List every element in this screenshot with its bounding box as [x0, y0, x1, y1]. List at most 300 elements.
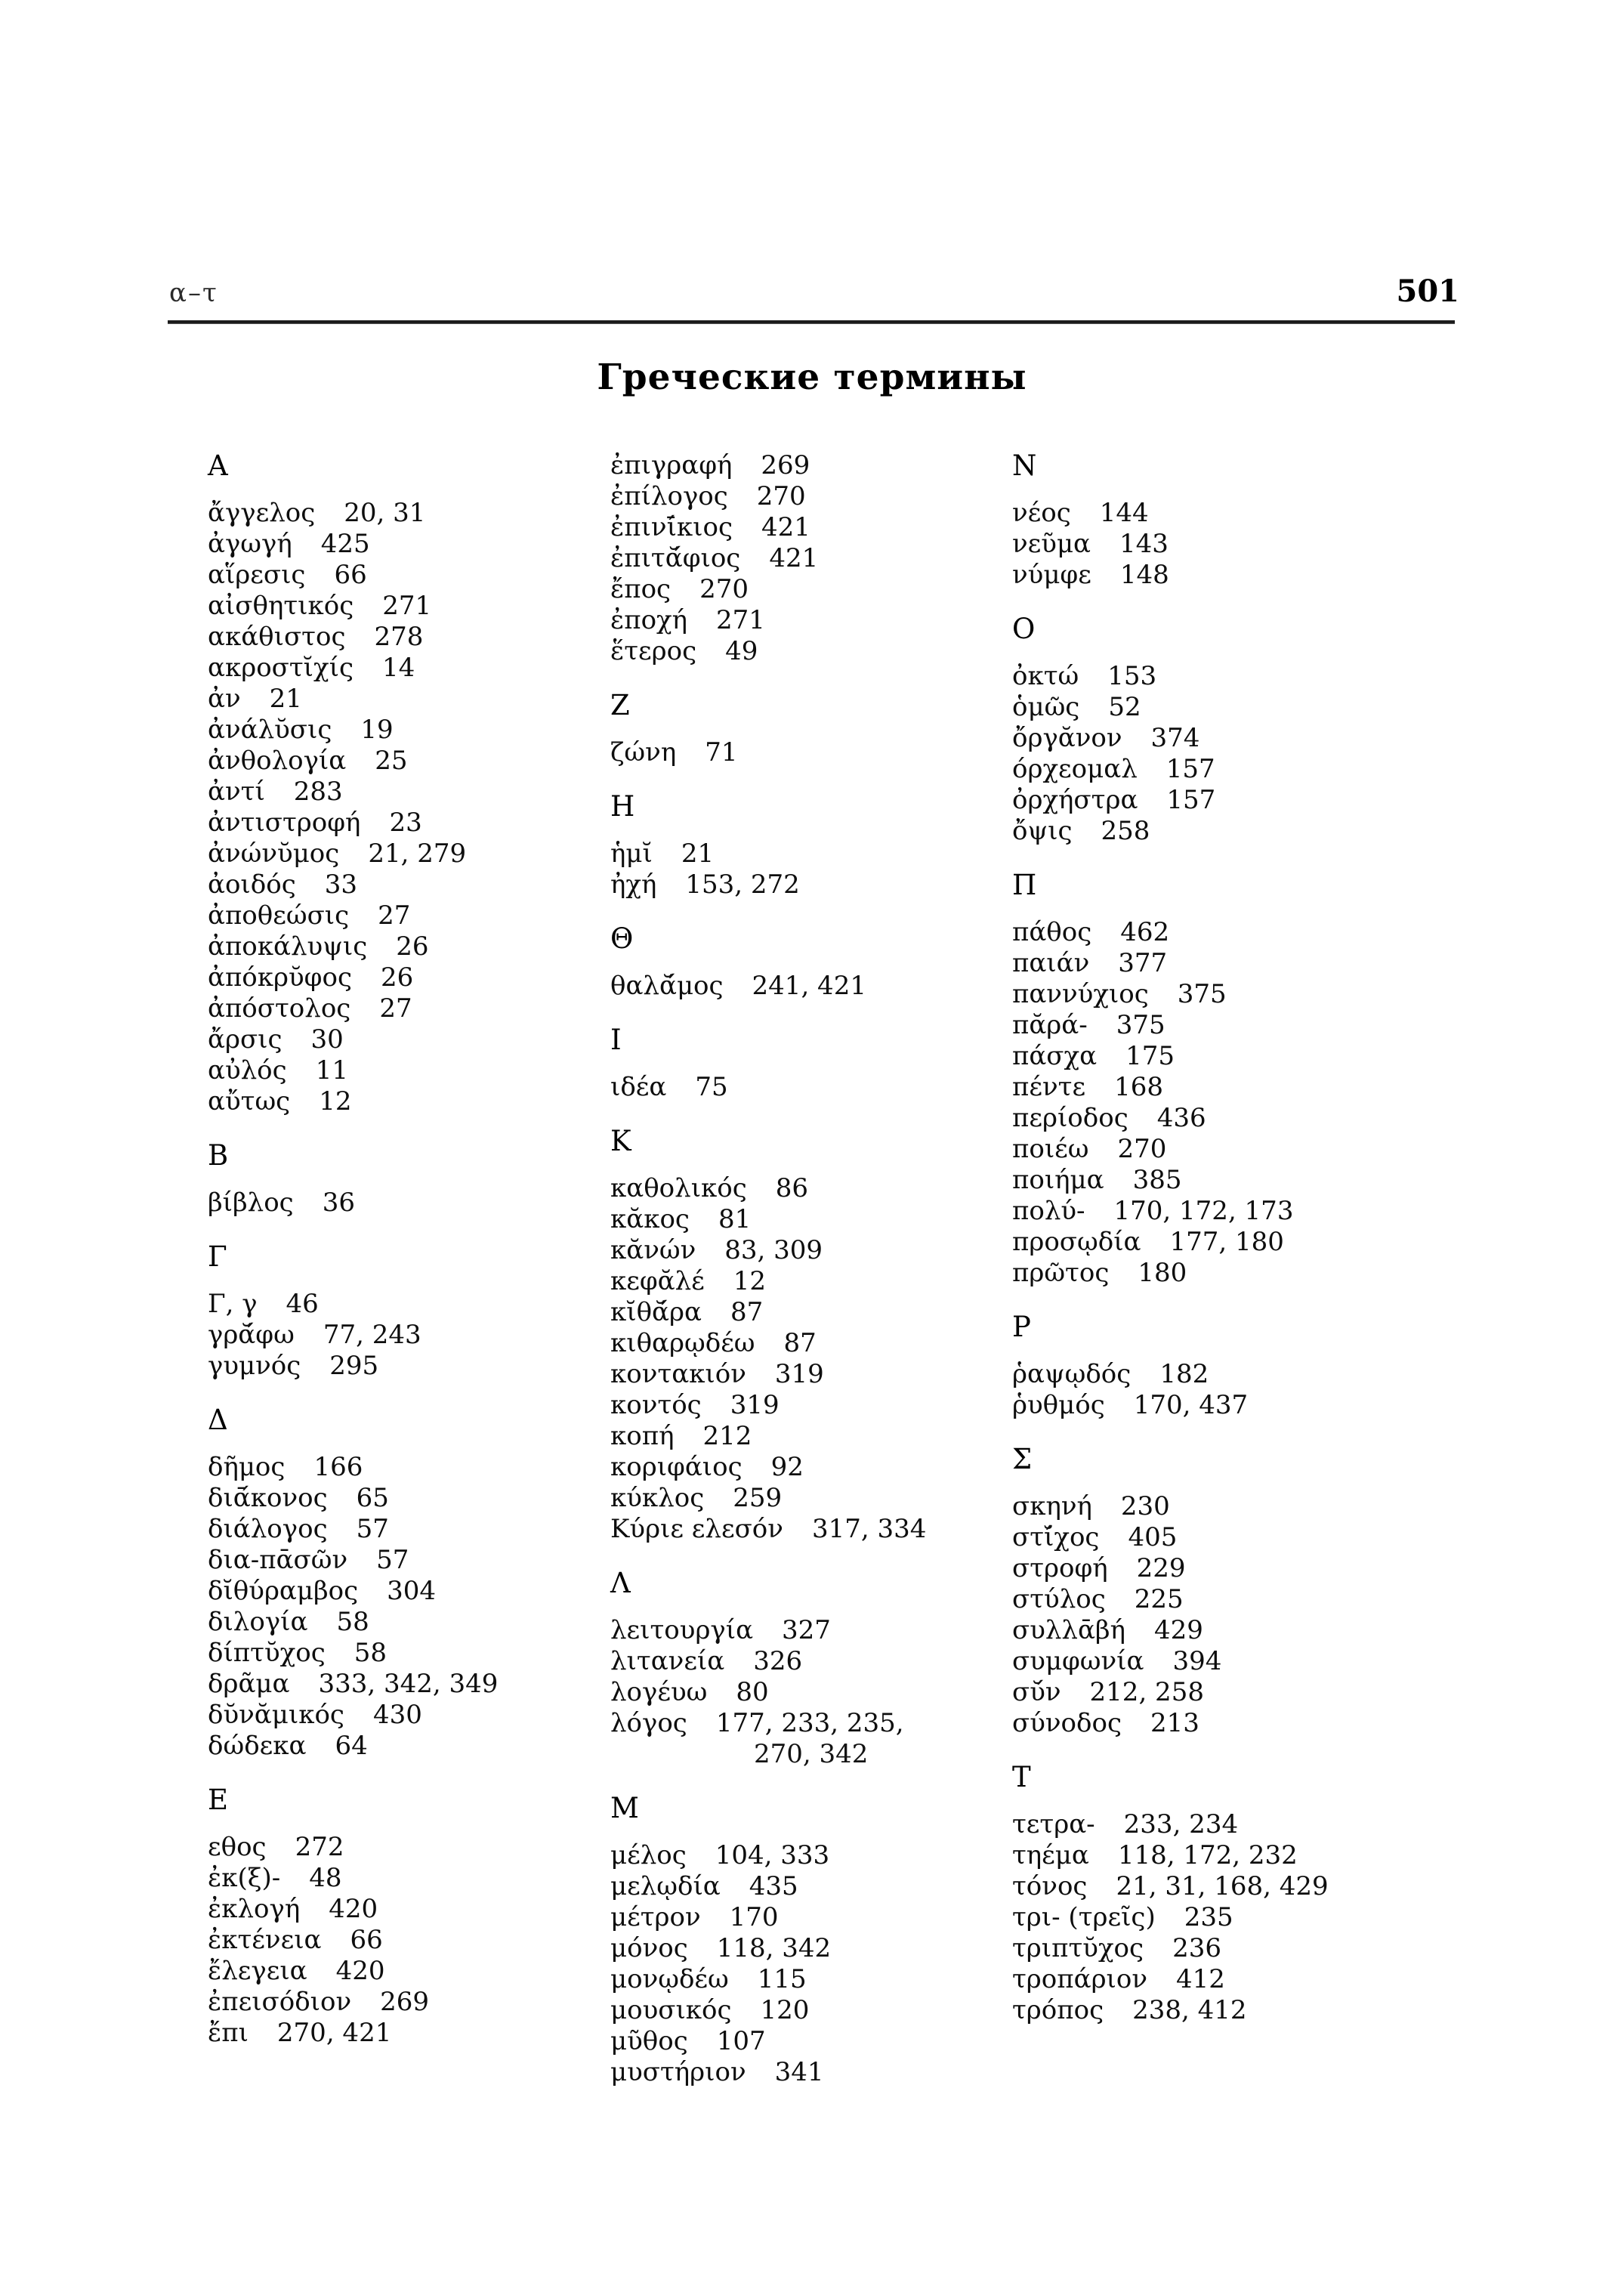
index-entry [208, 1638, 601, 1669]
index-entry [1012, 1995, 1496, 2026]
entry-pages: 375 [1177, 979, 1227, 1009]
index-entry [1012, 1258, 1496, 1289]
index-entry [208, 1483, 601, 1514]
entry-pages: 80 [736, 1677, 769, 1707]
entry-term: ἕτερος [610, 636, 697, 666]
entry-pages: 175 [1125, 1041, 1175, 1071]
index-entry [1012, 1072, 1496, 1103]
index-entry [208, 1055, 601, 1086]
entry-pages: 21, 31, 168, 429 [1116, 1871, 1329, 1901]
entry-term: διάλογος [208, 1514, 328, 1544]
entry-pages: 168 [1114, 1072, 1163, 1102]
entry-pages: 241, 421 [752, 971, 866, 1001]
index-entry [208, 1700, 601, 1731]
index-entry [610, 839, 1003, 870]
index-entry [610, 1840, 1003, 1871]
entry-pages: 269 [761, 450, 810, 480]
entry-term: ἀπόστολος [208, 993, 351, 1024]
entry-term: τριπτῠχος [1012, 1933, 1144, 1963]
entry-term: ἄγγελος [208, 498, 316, 528]
entry-pages: 283 [293, 777, 343, 807]
entry-term: ποιήμα [1012, 1165, 1104, 1195]
entry-term: ἀν [208, 684, 241, 714]
entry-term: γυμνός [208, 1351, 301, 1381]
entry-term: κεφᾰλέ [610, 1266, 705, 1296]
entry-pages: 25 [375, 746, 408, 776]
entry-pages: 278 [374, 622, 424, 652]
entry-pages: 258 [1101, 816, 1150, 846]
index-entry [1012, 754, 1496, 785]
entry-term: εθος [208, 1832, 267, 1862]
entry-pages: 153 [1107, 661, 1157, 691]
entry-term: δια-πᾱσῶν [208, 1545, 348, 1575]
section-heading-Δ: Δ [208, 1404, 228, 1436]
entry-term: πᾰρά- [1012, 1010, 1088, 1040]
entry-pages: 157 [1166, 754, 1215, 784]
section-heading-K: K [610, 1125, 631, 1157]
entry-pages: 180 [1138, 1258, 1187, 1288]
index-entry [610, 481, 1003, 512]
entry-pages: 27 [379, 993, 412, 1024]
index-entry [208, 1576, 601, 1607]
entry-pages: 120 [760, 1995, 810, 2025]
index-entry [208, 777, 601, 808]
index-entry [208, 962, 601, 993]
index-entry [610, 1677, 1003, 1708]
index-entry [610, 1204, 1003, 1235]
index-entry [208, 1925, 601, 1956]
entry-pages: 26 [396, 931, 429, 962]
entry-pages: 118, 342 [716, 1933, 832, 1963]
entry-pages: 213 [1150, 1708, 1199, 1738]
index-entry [208, 839, 601, 870]
index-entry [1012, 1933, 1496, 1964]
entry-pages: 49 [725, 636, 758, 666]
index-entry [610, 1072, 1003, 1103]
entry-term: ἀνθολογία [208, 746, 347, 776]
entry-pages: 212 [702, 1421, 752, 1451]
section-heading-Σ: Σ [1012, 1443, 1033, 1475]
section-heading-Π: Π [1012, 869, 1037, 901]
entry-pages: 420 [335, 1956, 385, 1986]
entry-pages: 230 [1120, 1491, 1170, 1521]
entry-pages: 19 [360, 715, 394, 745]
entry-term: περίοδος [1012, 1103, 1128, 1133]
entry-term: τόνος [1012, 1871, 1088, 1901]
index-entry [610, 971, 1003, 1002]
entry-pages: 436 [1156, 1103, 1206, 1133]
entry-term: ῥυθμός [1012, 1390, 1105, 1420]
entry-term: κοριφάιος [610, 1452, 743, 1482]
index-entry [610, 636, 1003, 667]
index-entry [1012, 1010, 1496, 1041]
entry-pages: 52 [1108, 692, 1141, 722]
index-entry [1012, 1134, 1496, 1165]
entry-term: ἀνάλῠσις [208, 715, 332, 745]
index-entry [610, 450, 1003, 481]
entry-term: κῐθᾰ́ρα [610, 1297, 702, 1327]
entry-term: μέτρον [610, 1902, 701, 1932]
entry-pages: 148 [1119, 560, 1169, 590]
index-entry [1012, 1491, 1496, 1522]
entry-term: ἐκλογή [208, 1894, 301, 1924]
entry-pages: 270 [756, 481, 806, 511]
entry-pages: 75 [695, 1072, 728, 1102]
section-heading-N: N [1012, 449, 1037, 482]
index-entry [610, 1359, 1003, 1390]
entry-pages: 271 [382, 591, 432, 621]
entry-pages: 269 [380, 1987, 430, 2017]
entry-pages: 170 [729, 1902, 779, 1932]
entry-term: τετρα- [1012, 1809, 1095, 1839]
entry-term: ἀποθεώσις [208, 900, 350, 931]
entry-term: αὔτως [208, 1086, 291, 1117]
entry-term: ἀντιστροφή [208, 808, 361, 838]
entry-pages: 295 [329, 1351, 379, 1381]
entry-term: ἐπιτᾰ́φιος [610, 543, 741, 573]
index-entry [208, 1024, 601, 1055]
entry-pages: 115 [757, 1964, 807, 1994]
section-heading-A: A [208, 449, 228, 482]
entry-pages: 66 [334, 560, 367, 590]
section-heading-Λ: Λ [610, 1567, 631, 1599]
entry-pages: 26 [381, 962, 414, 993]
entry-pages-continuation: 270, 342 [754, 1739, 869, 1769]
entry-term: μέλος [610, 1840, 687, 1870]
entry-pages: 36 [322, 1188, 355, 1218]
index-entry [610, 605, 1003, 636]
index-entry [610, 2026, 1003, 2057]
entry-term: συλλᾱβή [1012, 1615, 1125, 1645]
entry-term: σύνοδος [1012, 1708, 1122, 1738]
entry-pages: 83, 309 [724, 1235, 823, 1265]
entry-term: νέος [1012, 498, 1071, 528]
index-entry [208, 653, 601, 684]
index-entry [1012, 785, 1496, 816]
entry-pages: 21 [681, 839, 715, 869]
index-entry [1012, 1964, 1496, 1995]
entry-term: ἀποκάλυψις [208, 931, 368, 962]
entry-term: μελῳδία [610, 1871, 721, 1901]
entry-pages: 225 [1134, 1584, 1184, 1614]
index-entry [610, 1708, 1003, 1739]
entry-term: προσῳδία [1012, 1227, 1141, 1257]
entry-term: κοντός [610, 1390, 702, 1420]
page-title: Греческие термины [597, 357, 1027, 398]
entry-term: κοντακιόν [610, 1359, 746, 1389]
index-entry [208, 591, 601, 622]
entry-term: λογέυω [610, 1677, 708, 1707]
entry-term: πρῶτος [1012, 1258, 1110, 1288]
index-entry [208, 900, 601, 931]
entry-pages: 30 [310, 1024, 344, 1055]
entry-term: παιάν [1012, 948, 1090, 978]
entry-term: δίπτῠχος [208, 1638, 326, 1668]
index-entry [208, 1956, 601, 1987]
index-entry [208, 684, 601, 715]
index-entry [208, 746, 601, 777]
entry-term: δῆμος [208, 1452, 286, 1482]
entry-term: τροπάριον [1012, 1964, 1148, 1994]
entry-pages: 425 [320, 529, 370, 559]
entry-term: παννύχιος [1012, 979, 1149, 1009]
index-entry [1012, 1708, 1496, 1739]
entry-term: ἀπόκρῠφος [208, 962, 353, 993]
index-entry [1012, 661, 1496, 692]
entry-term: σῠ́ν [1012, 1677, 1061, 1707]
index-entry [208, 560, 601, 591]
entry-pages: 421 [761, 512, 810, 542]
entry-pages: 375 [1116, 1010, 1166, 1040]
entry-pages: 462 [1120, 917, 1170, 947]
entry-term: ἔπος [610, 574, 672, 604]
entry-pages: 333, 342, 349 [318, 1669, 499, 1699]
entry-term: ἀγωγή [208, 529, 292, 559]
index-entry [610, 1514, 1003, 1545]
entry-term: ακροστῐχίς [208, 653, 354, 683]
section-heading-Γ: Γ [208, 1240, 227, 1273]
entry-pages: 87 [783, 1328, 817, 1358]
entry-pages: 212, 258 [1089, 1677, 1204, 1707]
entry-pages: 71 [705, 737, 738, 768]
entry-pages: 304 [387, 1576, 437, 1606]
entry-term: ἐπεισόδιον [208, 1987, 352, 2017]
index-entry [610, 737, 1003, 768]
index-column-1 [208, 450, 601, 2049]
index-entry [1012, 1677, 1496, 1708]
index-entry [208, 808, 601, 839]
entry-term: ἐπινῑ́κιος [610, 512, 733, 542]
entry-pages: 177, 180 [1169, 1227, 1284, 1257]
entry-term: λειτουργία [610, 1615, 754, 1645]
entry-pages: 229 [1136, 1553, 1186, 1583]
index-entry [1012, 723, 1496, 754]
entry-term: ακάθιστος [208, 622, 346, 652]
entry-pages: 46 [286, 1289, 319, 1319]
index-entry [208, 931, 601, 962]
index-column-3 [1012, 450, 1496, 2026]
index-entry [610, 1173, 1003, 1204]
entry-pages: 341 [774, 2057, 824, 2087]
index-entry [208, 1863, 601, 1894]
entry-term: όρχεομαλ [1012, 754, 1138, 784]
index-entry [208, 1894, 601, 1925]
entry-pages: 81 [718, 1204, 752, 1234]
entry-term: ὄργᾰνον [1012, 723, 1122, 753]
entry-term: δώδεκα [208, 1731, 307, 1761]
index-entry [208, 622, 601, 653]
section-heading-O: O [1012, 613, 1036, 645]
index-entry [610, 1933, 1003, 1964]
entry-pages: 235 [1184, 1902, 1233, 1932]
entry-term: στροφή [1012, 1553, 1108, 1583]
index-entry [208, 1452, 601, 1483]
index-column-2 [610, 450, 1003, 2088]
index-entry [610, 1995, 1003, 2026]
entry-pages: 430 [372, 1700, 422, 1730]
index-entry [1012, 529, 1496, 560]
index-entry [1012, 1041, 1496, 1072]
index-entry [1012, 692, 1496, 723]
index-entry [208, 2018, 601, 2049]
entry-term: ἀνώνῠμος [208, 839, 340, 869]
entry-pages: 20, 31 [344, 498, 426, 528]
index-entry [208, 1607, 601, 1638]
entry-pages: 92 [770, 1452, 804, 1482]
index-entry [208, 498, 601, 529]
entry-term: ιδέα [610, 1072, 667, 1102]
section-heading-I: I [610, 1024, 622, 1056]
index-entry [610, 1646, 1003, 1677]
index-entry [610, 1452, 1003, 1483]
index-entry [208, 529, 601, 560]
entry-pages: 143 [1119, 529, 1169, 559]
index-entry [610, 1483, 1003, 1514]
entry-term: κιθαρῳδέω [610, 1328, 755, 1358]
index-entry [208, 1545, 601, 1576]
entry-pages: 14 [382, 653, 415, 683]
index-entry [208, 870, 601, 900]
entry-term: κοπή [610, 1421, 675, 1451]
entry-pages: 405 [1128, 1522, 1178, 1552]
entry-term: ἀοιδός [208, 870, 296, 900]
index-entry [610, 1421, 1003, 1452]
index-entry [610, 512, 1003, 543]
entry-pages: 21, 279 [368, 839, 467, 869]
section-heading-B: B [208, 1139, 229, 1172]
running-head-range: α–τ [169, 278, 218, 308]
entry-term: σκηνή [1012, 1491, 1092, 1521]
entry-term: τρι- (τρεῖς) [1012, 1902, 1156, 1932]
entry-term: θαλᾰ́μος [610, 971, 724, 1001]
entry-term: ποιέω [1012, 1134, 1089, 1164]
entry-pages: 385 [1132, 1165, 1182, 1195]
index-entry [610, 1615, 1003, 1646]
entry-pages: 33 [324, 870, 358, 900]
index-entry [1012, 1359, 1496, 1390]
entry-term: ἄρσις [208, 1024, 283, 1055]
entry-term: πολύ- [1012, 1196, 1085, 1226]
entry-term: στύλος [1012, 1584, 1106, 1614]
index-entry [208, 715, 601, 746]
entry-term: ἔπι [208, 2018, 249, 2048]
entry-term: αἵρεσις [208, 560, 306, 590]
index-entry [1012, 1165, 1496, 1196]
index-entry [1012, 1809, 1496, 1840]
index-entry [610, 2057, 1003, 2088]
index-entry [610, 574, 1003, 605]
entry-term: ῥαψῳδός [1012, 1359, 1132, 1389]
index-entry [610, 1871, 1003, 1902]
entry-term: Κύριε ελεσόν [610, 1514, 783, 1544]
entry-term: καθολικός [610, 1173, 747, 1203]
entry-pages: 12 [733, 1266, 767, 1296]
entry-term: δῐθύραμβος [208, 1576, 359, 1606]
entry-pages: 319 [730, 1390, 780, 1420]
entry-pages: 77, 243 [323, 1320, 421, 1350]
entry-pages: 64 [335, 1731, 368, 1761]
entry-term: δρᾶμα [208, 1669, 290, 1699]
index-entry [208, 1731, 601, 1762]
entry-pages: 170, 172, 173 [1113, 1196, 1294, 1226]
entry-pages: 435 [749, 1871, 798, 1901]
entry-pages: 374 [1150, 723, 1200, 753]
entry-term: κύκλος [610, 1483, 705, 1513]
entry-pages: 394 [1172, 1646, 1222, 1676]
entry-term: μόνος [610, 1933, 688, 1963]
entry-pages: 270 [1117, 1134, 1167, 1164]
entry-pages: 66 [350, 1925, 383, 1955]
index-entry [1012, 1584, 1496, 1615]
entry-term: ὁμῶς [1012, 692, 1080, 722]
index-entry [208, 1832, 601, 1863]
entry-pages: 153, 272 [685, 870, 800, 900]
entry-term: μονῳδέω [610, 1964, 729, 1994]
index-entry [610, 1266, 1003, 1297]
entry-term: δῠνᾰμικός [208, 1700, 344, 1730]
entry-pages: 12 [319, 1086, 352, 1117]
index-entry [1012, 1615, 1496, 1646]
index-entry [610, 543, 1003, 574]
index-entry [610, 1902, 1003, 1933]
entry-pages: 271 [716, 605, 765, 635]
entry-term: τηέμα [1012, 1840, 1089, 1870]
section-heading-Θ: Θ [610, 922, 634, 955]
entry-pages: 118, 172, 232 [1117, 1840, 1298, 1870]
entry-pages: 238, 412 [1132, 1995, 1247, 2025]
index-entry [1012, 1103, 1496, 1134]
entry-term: συμφωνία [1012, 1646, 1144, 1676]
entry-term: μυστήριον [610, 2057, 746, 2087]
entry-pages: 107 [716, 2026, 766, 2056]
index-entry [610, 1390, 1003, 1421]
index-entry [208, 1188, 601, 1219]
entry-term: λόγος [610, 1708, 687, 1738]
section-heading-T: T [1012, 1761, 1031, 1793]
entry-term: αὐλός [208, 1055, 287, 1086]
index-entry [208, 1086, 601, 1117]
entry-term: ἐπιγραφή [610, 450, 733, 480]
entry-pages: 182 [1159, 1359, 1209, 1389]
entry-pages: 65 [356, 1483, 389, 1513]
entry-term: κᾰνών [610, 1235, 696, 1265]
entry-pages: 420 [329, 1894, 378, 1924]
entry-pages: 58 [336, 1607, 369, 1637]
section-heading-E: E [208, 1784, 229, 1816]
index-entry [610, 870, 1003, 900]
entry-pages: 57 [356, 1514, 389, 1544]
entry-pages: 11 [315, 1055, 348, 1086]
header-rule [168, 320, 1455, 324]
entry-term: νύμφε [1012, 560, 1091, 590]
entry-term: νεῦμα [1012, 529, 1091, 559]
section-heading-P: P [1012, 1311, 1031, 1343]
index-entry [1012, 498, 1496, 529]
entry-pages: 166 [313, 1452, 363, 1482]
index-entry [610, 1297, 1003, 1328]
entry-pages: 319 [774, 1359, 824, 1389]
entry-term: γρᾰ́φω [208, 1320, 295, 1350]
entry-term: κᾰκος [610, 1204, 690, 1234]
section-heading-H: H [610, 790, 635, 823]
index-entry [1012, 1196, 1496, 1227]
index-entry [610, 1964, 1003, 1995]
index-entry [610, 1328, 1003, 1359]
entry-term: ἠχή [610, 870, 657, 900]
entry-term: ἡμῐ [610, 839, 653, 869]
index-entry [1012, 979, 1496, 1010]
entry-term: ἐπίλογος [610, 481, 728, 511]
